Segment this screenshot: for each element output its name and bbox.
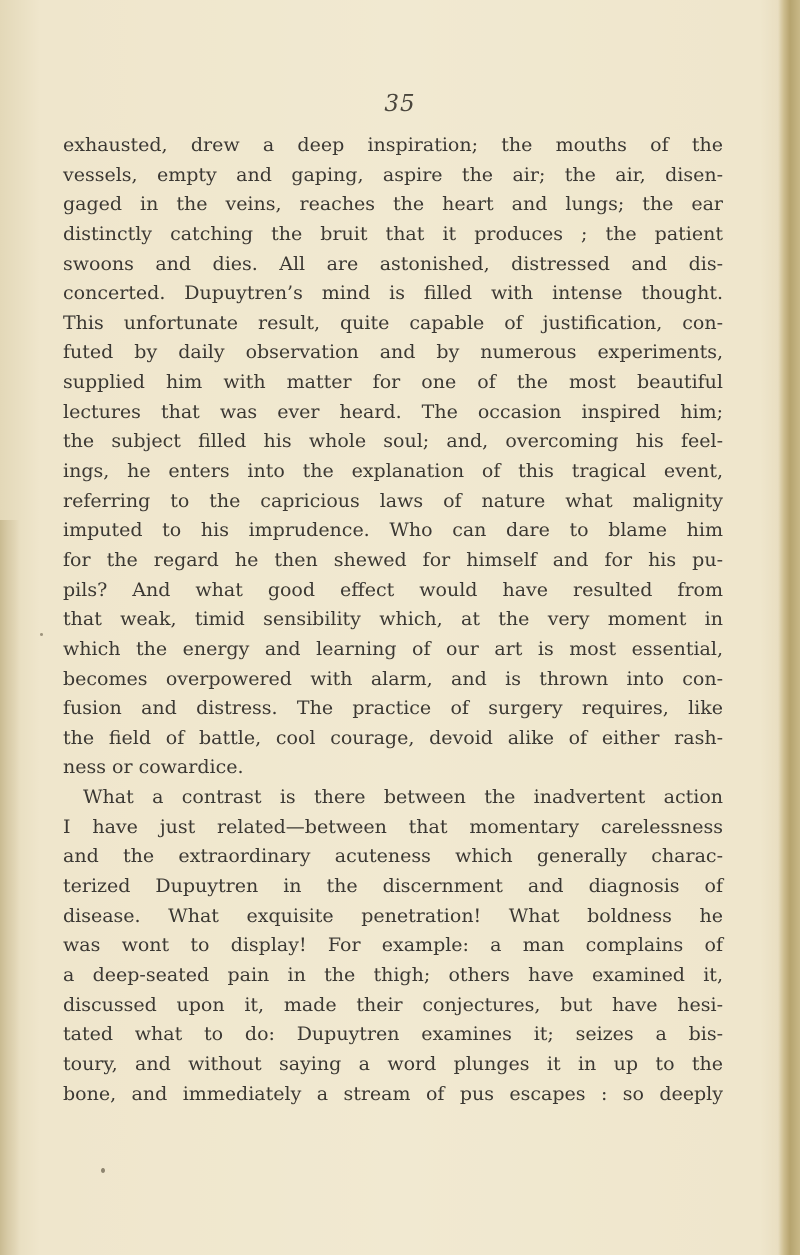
- text-line: This unfortunate result, quite capable of justification, con-: [63, 311, 723, 334]
- text-line: exhausted, drew a deep inspiration; the mouths of the: [63, 134, 723, 156]
- text-line: supplied him with matter for one of the most beautiful: [63, 371, 723, 394]
- text-line: What a contrast is there between the inadvertent action: [83, 786, 723, 809]
- text-line: vessels, empty and gaping, aspire the air; the air, disen-: [63, 163, 723, 186]
- text-line: lectures that was ever heard. The occasion inspired him;: [63, 400, 723, 423]
- ink-speck: [40, 633, 43, 636]
- text-line: ings, he enters into the explanation of this tragical event,: [63, 460, 723, 483]
- ink-speck: [101, 1168, 105, 1173]
- text-line: was wont to display! For example: a man complains of: [63, 934, 723, 957]
- text-line: ness or cowardice.: [63, 756, 244, 779]
- text-line: distinctly catching the bruit that it produces ; the patient: [63, 222, 723, 245]
- text-line: pils? And what good effect would have resulted from: [63, 578, 723, 601]
- text-line: disease. What exquisite penetration! What boldness he: [63, 904, 723, 927]
- text-line: imputed to his imprudence. Who can dare to blame him: [63, 519, 723, 542]
- text-line: futed by daily observation and by numerous experiments,: [63, 341, 723, 364]
- body-text: [63, 131, 723, 1109]
- text-line: for the regard he then shewed for himself and for his pu-: [63, 548, 723, 571]
- text-line: discussed upon it, made their conjectures, but have hesi-: [63, 993, 723, 1016]
- text-line: fusion and distress. The practice of surgery requires, like: [63, 697, 723, 720]
- text-line: concerted. Dupuytren’s mind is filled with intense thought.: [63, 282, 723, 305]
- text-line: toury, and without saying a word plunges it in up to the: [63, 1052, 723, 1075]
- text-line: referring to the capricious laws of nature what malignity: [63, 489, 723, 512]
- text-line: that weak, timid sensibility which, at the very moment in: [63, 608, 723, 631]
- text-line: a deep-seated pain in the thigh; others have examined it,: [63, 963, 723, 986]
- page-number: 35: [384, 91, 416, 117]
- text-line: becomes overpowered with alarm, and is thrown into con-: [63, 667, 723, 690]
- text-line: the field of battle, cool courage, devoid alike of either rash-: [63, 726, 723, 749]
- page-left-shadow: [0, 520, 20, 1255]
- text-line: which the energy and learning of our art is most essential,: [63, 637, 723, 660]
- text-line: I have just related—between that momentary carelessness: [63, 815, 723, 838]
- text-line: tated what to do: Dupuytren examines it; seizes a bis-: [63, 1023, 723, 1046]
- text-line: gaged in the veins, reaches the heart and lungs; the ear: [63, 193, 723, 216]
- text-line: bone, and immediately a stream of pus escapes : so deeply: [63, 1082, 723, 1105]
- text-line: and the extraordinary acuteness which generally charac-: [63, 845, 723, 868]
- page-binding-edge: [778, 0, 800, 1255]
- text-line: swoons and dies. All are astonished, distressed and dis-: [63, 252, 723, 275]
- text-line: the subject filled his whole soul; and, overcoming his feel-: [63, 430, 723, 453]
- text-line: terized Dupuytren in the discernment and diagnosis of: [63, 875, 723, 898]
